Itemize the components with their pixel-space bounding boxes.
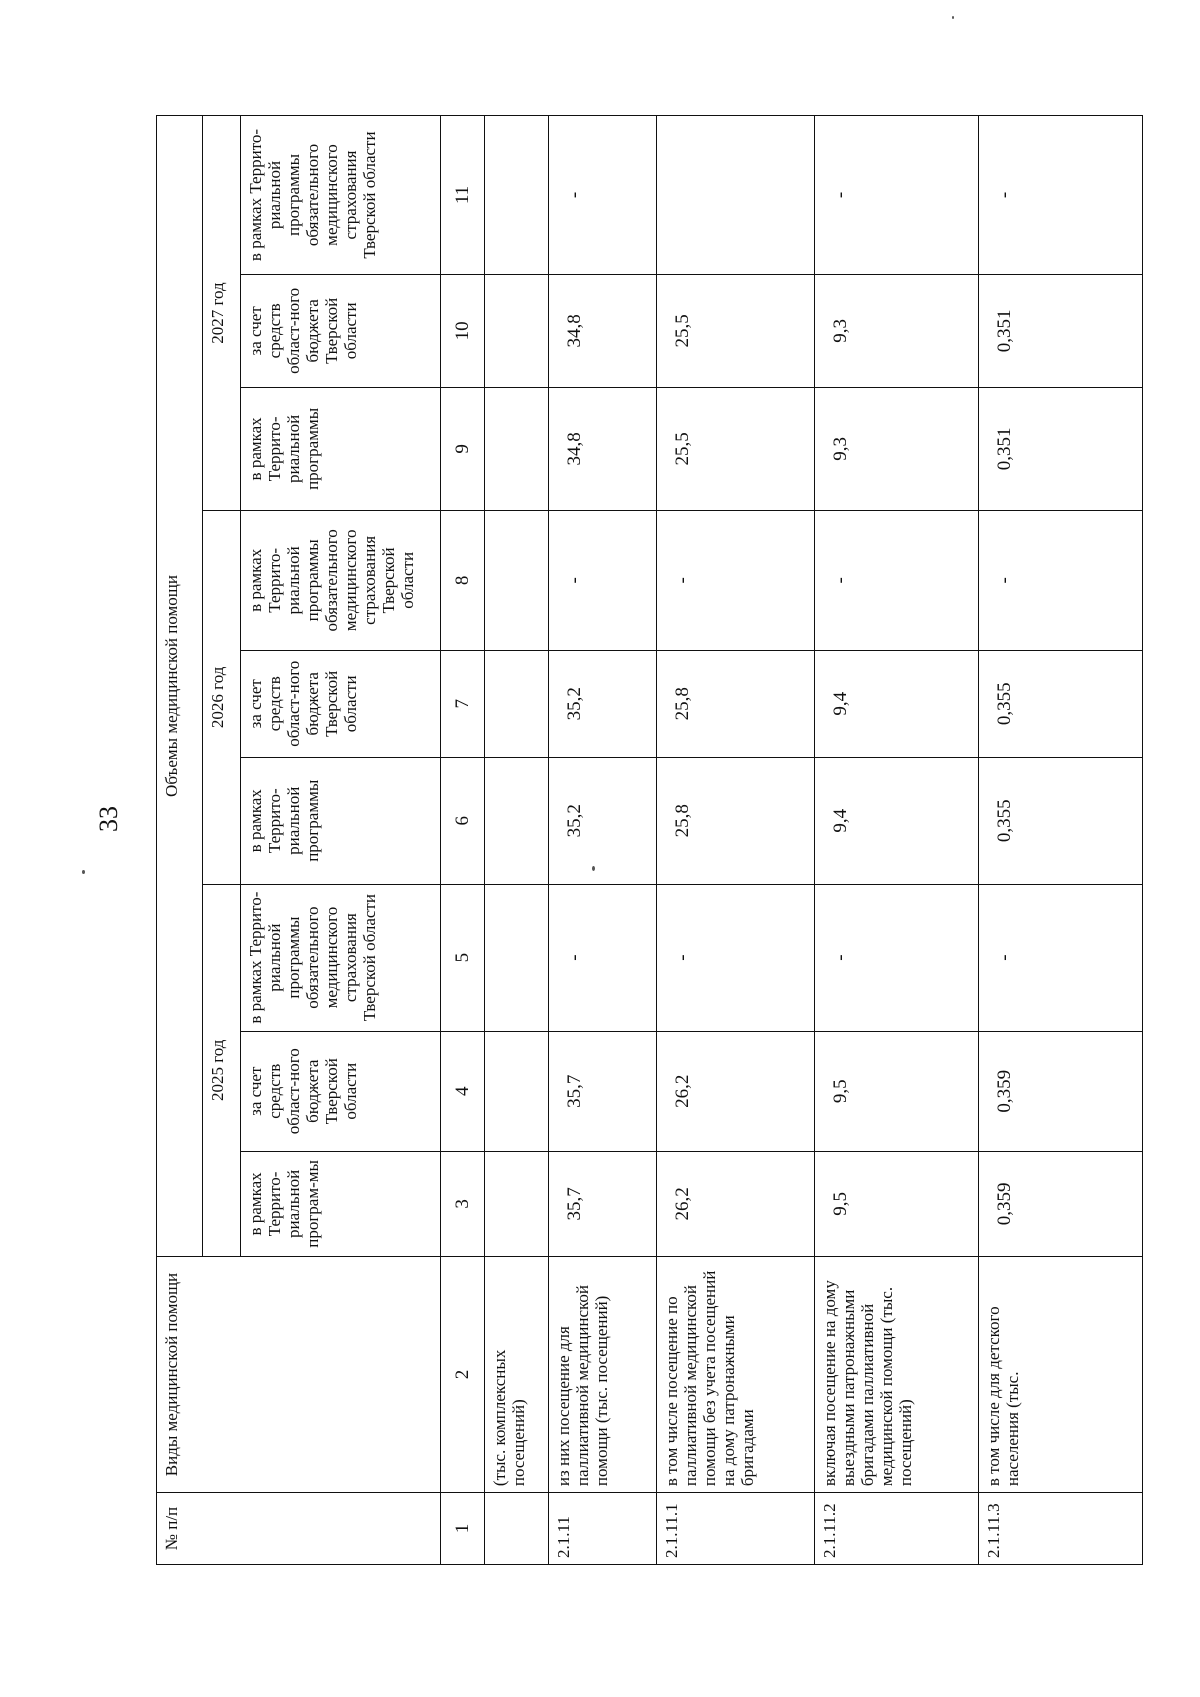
row-kind: включая посещение на дому выездными патронажными бригадами паллиативной медицинской помощи (тыс. посещений)	[815, 1256, 979, 1492]
table-row	[549, 116, 657, 1565]
header-2027-territorial: в рамках Террито-риальной программы	[241, 387, 441, 510]
row-value: 25,8	[657, 757, 815, 884]
row-value: 26,2	[657, 1151, 815, 1256]
row-value: 0,355	[979, 650, 1143, 757]
row-value: 34,8	[549, 274, 657, 387]
header-kind: Виды медицинской помощи	[157, 1256, 441, 1492]
row-value	[485, 1031, 549, 1151]
header-volumes: Объемы медицинской помощи	[157, 116, 203, 1257]
medical-care-volumes-table	[156, 115, 1143, 1565]
row-value: -	[815, 116, 979, 275]
row-number: 2.1.11.1	[657, 1493, 815, 1565]
row-value	[485, 274, 549, 387]
row-value: -	[657, 884, 815, 1031]
column-number: 3	[441, 1151, 485, 1256]
header-row-1	[157, 116, 203, 1565]
row-value: 35,7	[549, 1031, 657, 1151]
header-2025-regional-budget: за счет средств област-ного бюджета Тверской области	[241, 1031, 441, 1151]
column-number: 10	[441, 274, 485, 387]
row-value	[485, 116, 549, 275]
column-number: 2	[441, 1256, 485, 1492]
scan-dot	[952, 16, 954, 19]
row-value: -	[815, 511, 979, 651]
row-value: 0,351	[979, 387, 1143, 510]
row-value: 0,359	[979, 1151, 1143, 1256]
row-value: -	[815, 884, 979, 1031]
row-value: 9,4	[815, 650, 979, 757]
column-numbers-row	[441, 116, 485, 1565]
row-value	[485, 387, 549, 510]
row-number	[485, 1493, 549, 1565]
scan-dot	[82, 870, 85, 874]
column-number: 4	[441, 1031, 485, 1151]
row-value: 25,5	[657, 387, 815, 510]
row-value: 35,2	[549, 650, 657, 757]
row-value	[485, 1151, 549, 1256]
header-2025-territorial: в рамках Террито-риальной програм-мы	[241, 1151, 441, 1256]
row-value: 34,8	[549, 387, 657, 510]
header-year-2026: 2026 год	[203, 511, 241, 884]
row-value: -	[549, 884, 657, 1031]
row-value	[657, 116, 815, 275]
column-number: 5	[441, 884, 485, 1031]
row-value: 9,5	[815, 1031, 979, 1151]
row-value: 9,3	[815, 274, 979, 387]
row-number: 2.1.11.3	[979, 1493, 1143, 1565]
row-number: 2.1.11	[549, 1493, 657, 1565]
row-value: -	[549, 116, 657, 275]
row-value	[485, 650, 549, 757]
column-number: 1	[441, 1493, 485, 1565]
row-value: -	[657, 511, 815, 651]
column-number: 9	[441, 387, 485, 510]
row-value: -	[979, 884, 1143, 1031]
header-num: № п/п	[157, 1493, 441, 1565]
table-row	[657, 116, 815, 1565]
column-number: 11	[441, 116, 485, 275]
header-2026-territorial: в рамках Террито-риальной программы	[241, 757, 441, 884]
column-number: 8	[441, 511, 485, 651]
row-value	[485, 511, 549, 651]
column-number: 7	[441, 650, 485, 757]
row-value: 35,7	[549, 1151, 657, 1256]
header-2025-oms: в рамках Террито-риальной программы обязательного медицинского страхования Тверской области	[241, 884, 441, 1031]
row-value: 26,2	[657, 1031, 815, 1151]
row-kind: в том числе посещение по паллиативной медицинской помощи без учета посещений на дому патронажными бригадами	[657, 1256, 815, 1492]
table-row	[979, 116, 1143, 1565]
row-value: -	[549, 511, 657, 651]
row-value: 9,3	[815, 387, 979, 510]
table-row	[485, 116, 549, 1565]
row-kind: (тыс. комплексных посещений)	[485, 1256, 549, 1492]
row-number: 2.1.11.2	[815, 1493, 979, 1565]
row-value: 25,5	[657, 274, 815, 387]
row-value: -	[979, 116, 1143, 275]
column-number: 6	[441, 757, 485, 884]
volumes-table-area	[156, 115, 1102, 1565]
header-year-2027: 2027 год	[203, 116, 241, 511]
header-2027-regional-budget: за счет средств област-ного бюджета Тверской области	[241, 274, 441, 387]
row-value	[485, 757, 549, 884]
row-value: 9,4	[815, 757, 979, 884]
header-2027-oms: в рамках Террито-риальной программы обязательного медицинского страхования Тверской области	[241, 116, 441, 275]
row-value: 35,2	[549, 757, 657, 884]
row-value: 0,355	[979, 757, 1143, 884]
header-year-2025: 2025 год	[203, 884, 241, 1256]
row-value: -	[979, 511, 1143, 651]
row-value: 9,5	[815, 1151, 979, 1256]
row-kind: в том числе для детского населения (тыс.	[979, 1256, 1143, 1492]
row-value: 0,359	[979, 1031, 1143, 1151]
page-number: 33	[94, 806, 123, 832]
table-body	[485, 116, 1143, 1565]
row-kind: из них посещение для паллиативной медицинской помощи (тыс. посещений)	[549, 1256, 657, 1492]
row-value	[485, 884, 549, 1031]
table-row	[815, 116, 979, 1565]
row-value: 0,351	[979, 274, 1143, 387]
row-value: 25,8	[657, 650, 815, 757]
header-2026-oms: в рамках Террито-риальной программы обязательного медицинского страхования Тверской области	[241, 511, 441, 651]
header-2026-regional-budget: за счет средств област-ного бюджета Тверской области	[241, 650, 441, 757]
